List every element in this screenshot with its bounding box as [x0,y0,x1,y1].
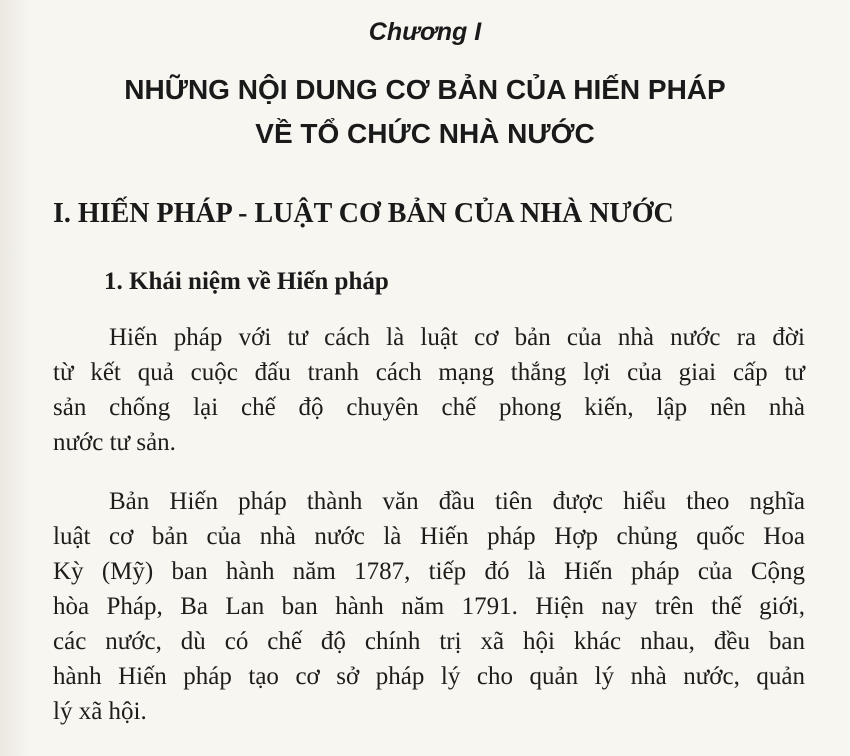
chapter-title [40,68,810,156]
paragraph-1-line-4: nước tư sản. [53,429,176,456]
subsection-heading: 1. Khái niệm về Hiến pháp [104,268,389,295]
page-margin-shadow [0,0,30,756]
paragraph-2-line-2: luật cơ bản của nhà nước là Hiến pháp Hợp chủng quốc Hoa [53,523,805,550]
chapter-title-line-2: VỀ TỔ CHỨC NHÀ NƯỚC [255,118,595,149]
paragraph-2-line-1: Bản Hiến pháp thành văn đầu tiên được hiểu theo nghĩa [109,488,805,515]
chapter-title-line-1: NHỮNG NỘI DUNG CƠ BẢN CỦA HIẾN PHÁP [124,74,726,105]
paragraph-1-line-3: sản chống lại chế độ chuyên chế phong kiến, lập nên nhà [53,394,805,421]
paragraph-2-line-7: lý xã hội. [53,698,147,725]
paragraph-1-line-1: Hiến pháp với tư cách là luật cơ bản của nhà nước ra đời [109,324,805,351]
paragraph-2-line-6: hành Hiến pháp tạo cơ sở pháp lý cho quản lý nhà nước, quản [53,663,805,690]
paragraph-2-line-4: hòa Pháp, Ba Lan ban hành năm 1791. Hiện nay trên thế giới, [53,593,805,620]
paragraph-2-line-3: Kỳ (Mỹ) ban hành năm 1787, tiếp đó là Hiến pháp của Cộng [53,558,805,585]
paragraph-1 [53,320,805,460]
chapter-label: Chương I [368,18,482,46]
paragraph-2-line-5: các nước, dù có chế độ chính trị xã hội khác nhau, đều ban [53,628,805,655]
paragraph-1-line-2: từ kết quả cuộc đấu tranh cách mạng thắng lợi của giai cấp tư [53,359,805,386]
section-heading: I. HIẾN PHÁP - LUẬT CƠ BẢN CỦA NHÀ NƯỚC [53,198,674,229]
paragraph-2 [53,484,805,729]
